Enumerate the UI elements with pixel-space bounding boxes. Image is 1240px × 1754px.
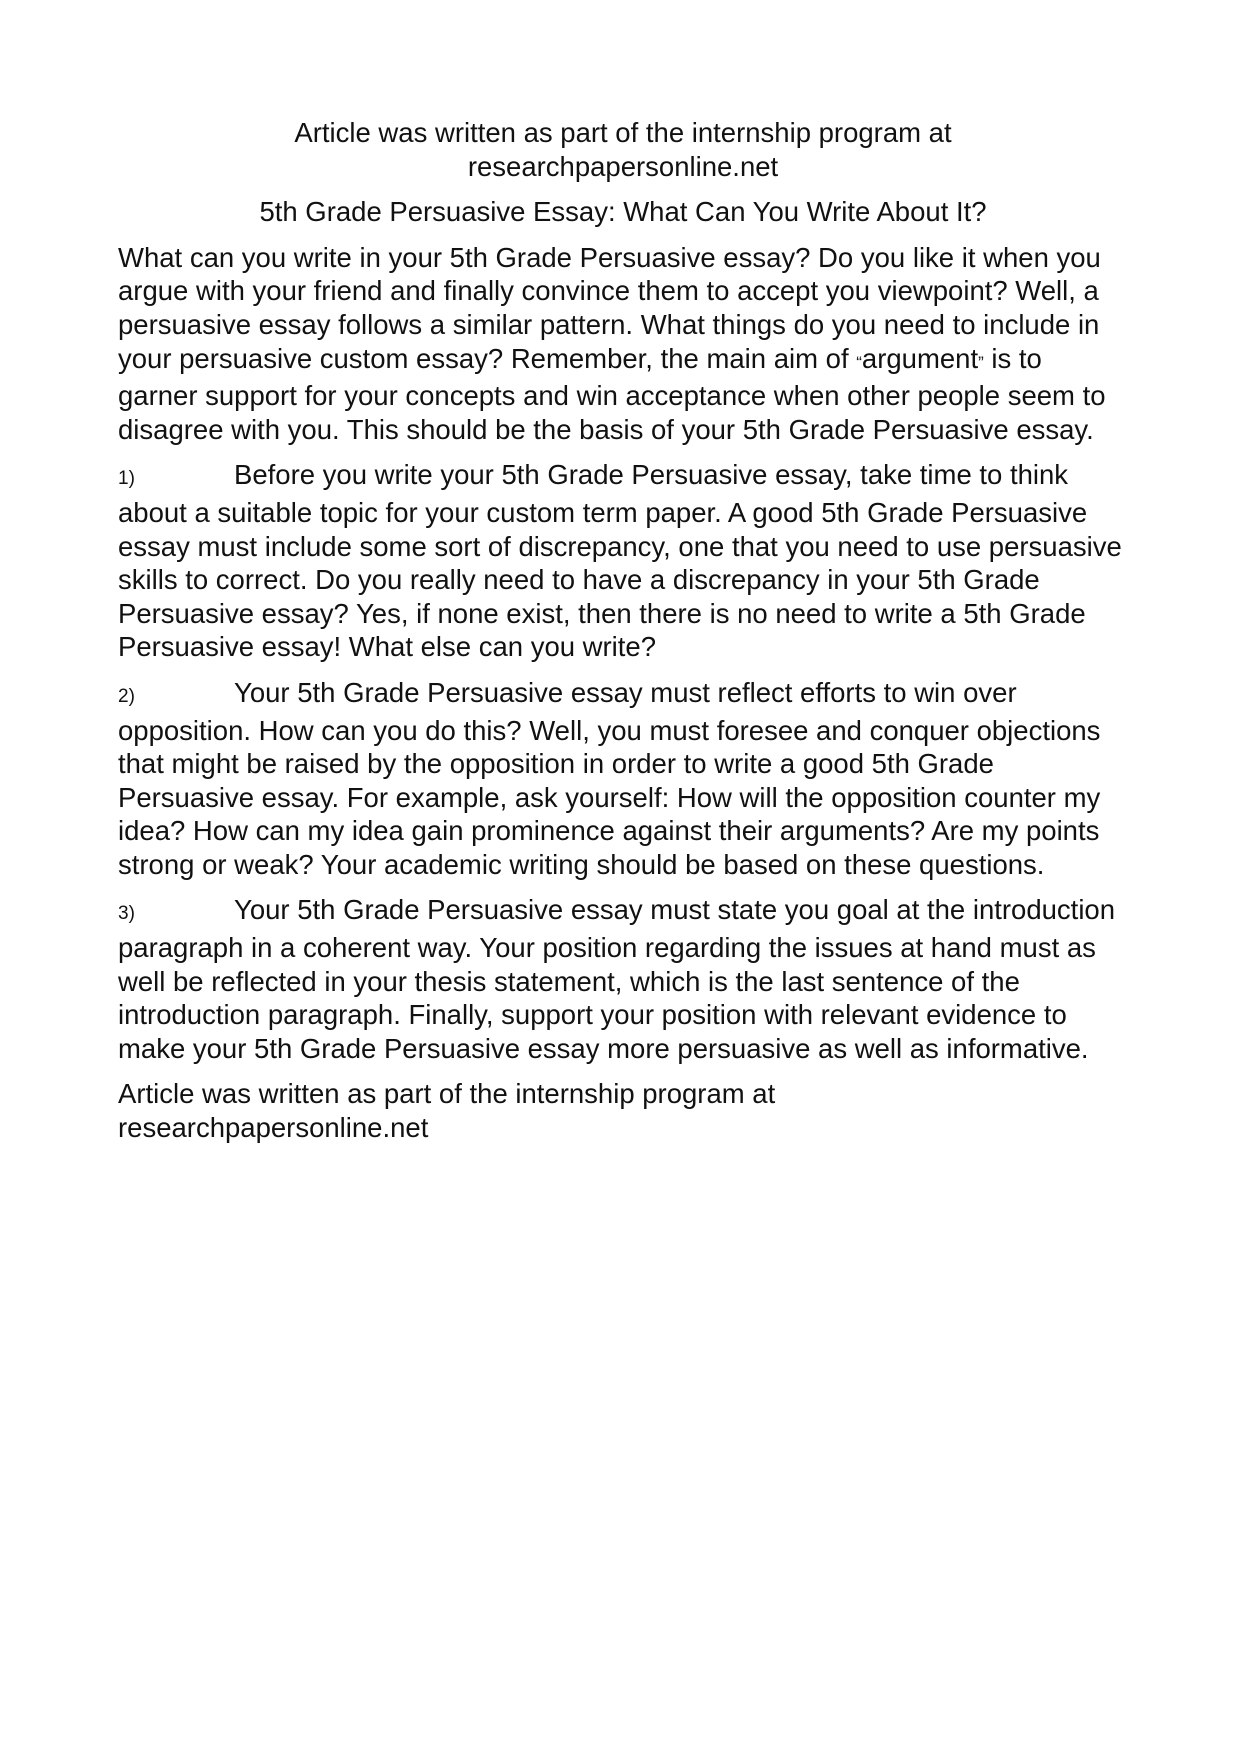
point-number-1: 1)	[118, 468, 135, 490]
intro-text-part-1: What can you write in your 5th Grade Persuasive essay? Do you like it when you argue with your friend and finally convince them to accept you viewpoint? Well, a persuasive essay follows a similar pattern. What things do you need to include in your persuasive custom essay? Remember, the main aim of	[118, 241, 1101, 374]
intro-text-part-2: is to garner support for your concepts and win acceptance when other people seem to disagree with you. This should be the basis of your 5th Grade Persuasive essay.	[118, 342, 1106, 445]
footer-note	[118, 1077, 1128, 1144]
header-note	[118, 116, 1128, 183]
point-number-3: 3)	[118, 903, 135, 925]
quoted-word: argument	[861, 342, 979, 374]
header-line-1: Article was written as part of the internship program at	[294, 117, 952, 148]
header-line-2: researchpapersonline.net	[467, 150, 779, 182]
point-paragraph-2	[118, 676, 1128, 882]
footer-line-2: researchpapersonline.net	[118, 1112, 429, 1144]
point-text-1: Before you write your 5th Grade Persuasive essay, take time to think about a suitable topic for your custom term paper. A good 5th Grade Persuasive essay must include some sort of discrepancy, one that you need to use persuasive skills to correct. Do you really need to have a discrepancy in your 5th Grade Persuasive essay? Yes, if none exist, then there is no need to write a 5th Grade Persuasive essay! What else can you write?	[118, 459, 1122, 663]
close-quote: ”	[978, 352, 984, 372]
point-paragraph-1	[118, 458, 1128, 664]
footer-line-1: Article was written as part of the internship program at	[118, 1078, 776, 1110]
point-number-2: 2)	[118, 685, 135, 707]
open-quote: “	[856, 352, 862, 372]
point-text-2: Your 5th Grade Persuasive essay must reflect efforts to win over opposition. How can you do this? Well, you must foresee and conquer objections that might be raised by the opposition in order to write a good 5th Grade Persuasive essay. For example, ask yourself: How will the opposition counter my idea? How can my idea gain prominence against their arguments? Are my points strong or weak? Your academic writing should be based on these questions.	[118, 676, 1101, 880]
essay-title: 5th Grade Persuasive Essay: What Can You Write About It?	[259, 196, 987, 228]
document-body	[118, 116, 1128, 1157]
point-text-3: Your 5th Grade Persuasive essay must state you goal at the introduction paragraph in a coherent way. Your position regarding the issues at hand must as well be reflected in your thesis statement, which is the last sentence of the introduction paragraph. Finally, support your position with relevant evidence to make your 5th Grade Persuasive essay more persuasive as well as informative.	[118, 894, 1116, 1064]
intro-paragraph	[118, 241, 1128, 447]
point-paragraph-3	[118, 893, 1128, 1065]
